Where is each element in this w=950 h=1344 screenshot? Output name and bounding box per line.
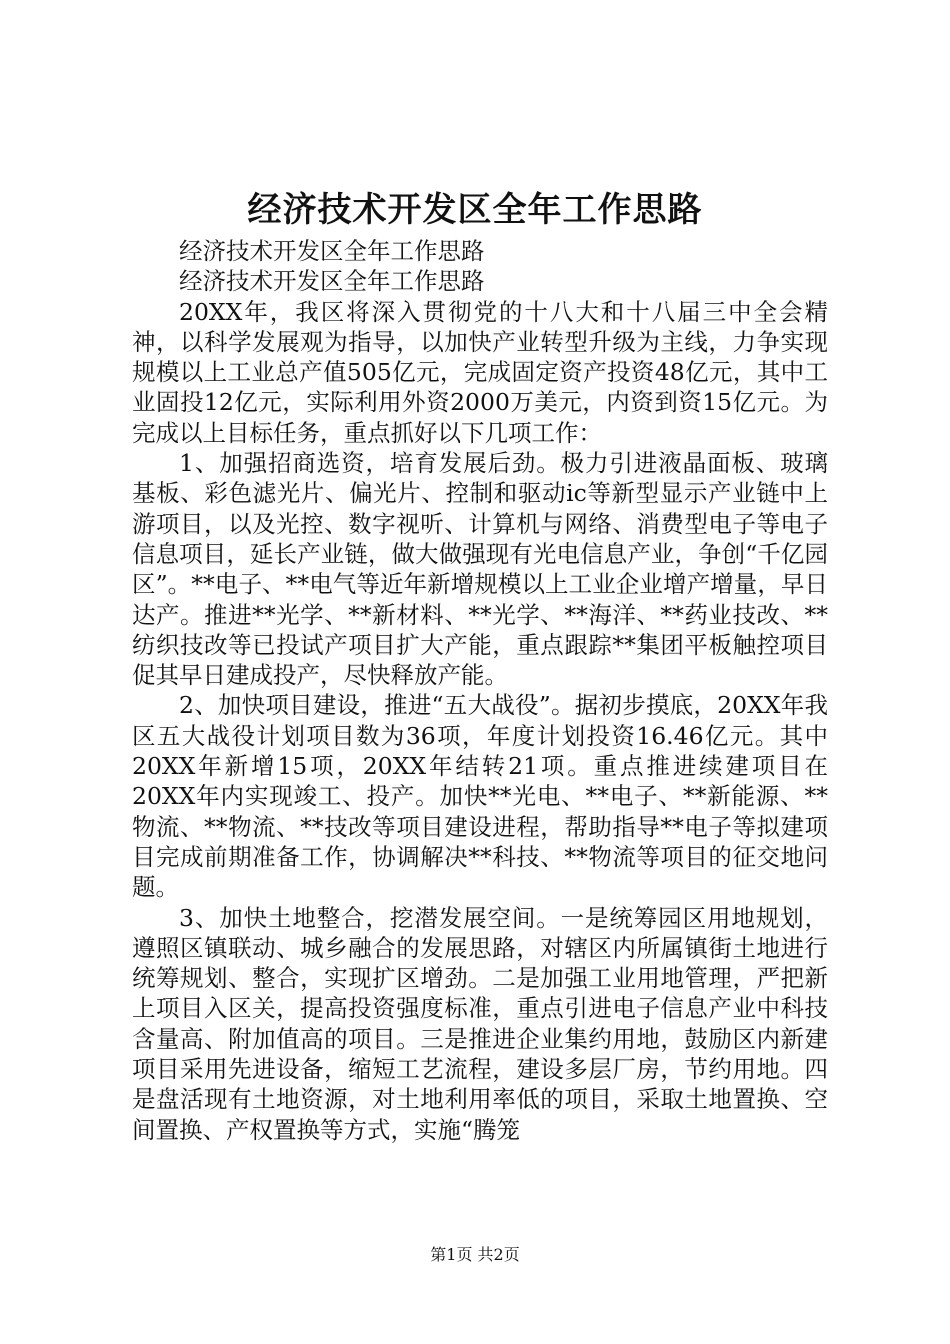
subtitle-line: 经济技术开发区全年工作思路 xyxy=(179,267,485,296)
document-title: 经济技术开发区全年工作思路 xyxy=(247,190,703,230)
page-footer: 第1页 共2页 xyxy=(430,1245,520,1264)
subtitle-line: 经济技术开发区全年工作思路 xyxy=(179,237,485,265)
body-paragraph: 2、加快项目建设，推进“五大战役”。据初步摸底，20XX年我区五大战役计划项目数为36项，年度计划投资16.46亿元。其中20XX年新增15项，20XX年结转21项。重点推进续建项目在20XX年内实现竣工、投产。加快**光电、**电子、**新能源、**物流、**物流、**技改等项目建设进程，帮助指导**电子等拟建项目完成前期准备工作，协调解决**科技、**物流等项目的征交地问题。 xyxy=(132,691,828,902)
body-paragraph: 1、加强招商选资，培育发展后劲。极力引进液晶面板、玻璃基板、彩色滤光片、偏光片、控制和驱动ic等新型显示产业链中上游项目，以及光控、数字视听、计算机与网络、消费型电子等电子信息项目，延长产业链，做大做强现有光电信息产业，争创“千亿园区”。**电子、**电气等近年新增规模以上工业企业增产增量，早日达产。推进**光学、**新材料、**光学、**海洋、**药业技改、**纺织技改等已投试产项目扩大产能，重点跟踪**集团平板触控项目促其早日建成投产，尽快释放产能。 xyxy=(132,449,828,690)
body-paragraph: 3、加快土地整合，挖潜发展空间。一是统筹园区用地规划，遵照区镇联动、城乡融合的发展思路，对辖区内所属镇街土地进行统筹规划、整合，实现扩区增劲。二是加强工业用地管理，严把新上项目入区关，提高投资强度标准，重点引进电子信息产业中科技含量高、附加值高的项目。三是推进企业集约用地，鼓励区内新建项目采用先进设备，缩短工艺流程，建设多层厂房，节约用地。四是盘活现有土地资源，对土地利用率低的项目，采取土地置换、空间置换、产权置换等方式，实施“腾笼 xyxy=(132,903,828,1144)
body-paragraph: 20XX年，我区将深入贯彻党的十八大和十八届三中全会精神，以科学发展观为指导，以加快产业转型升级为主线，力争实现规模以上工业总产值505亿元，完成固定资产投资48亿元，其中工业固投12亿元，实际利用外资2000万美元，内资到资15亿元。为完成以上目标任务，重点抓好以下几项工作： xyxy=(132,297,828,447)
document-body xyxy=(132,236,828,1145)
